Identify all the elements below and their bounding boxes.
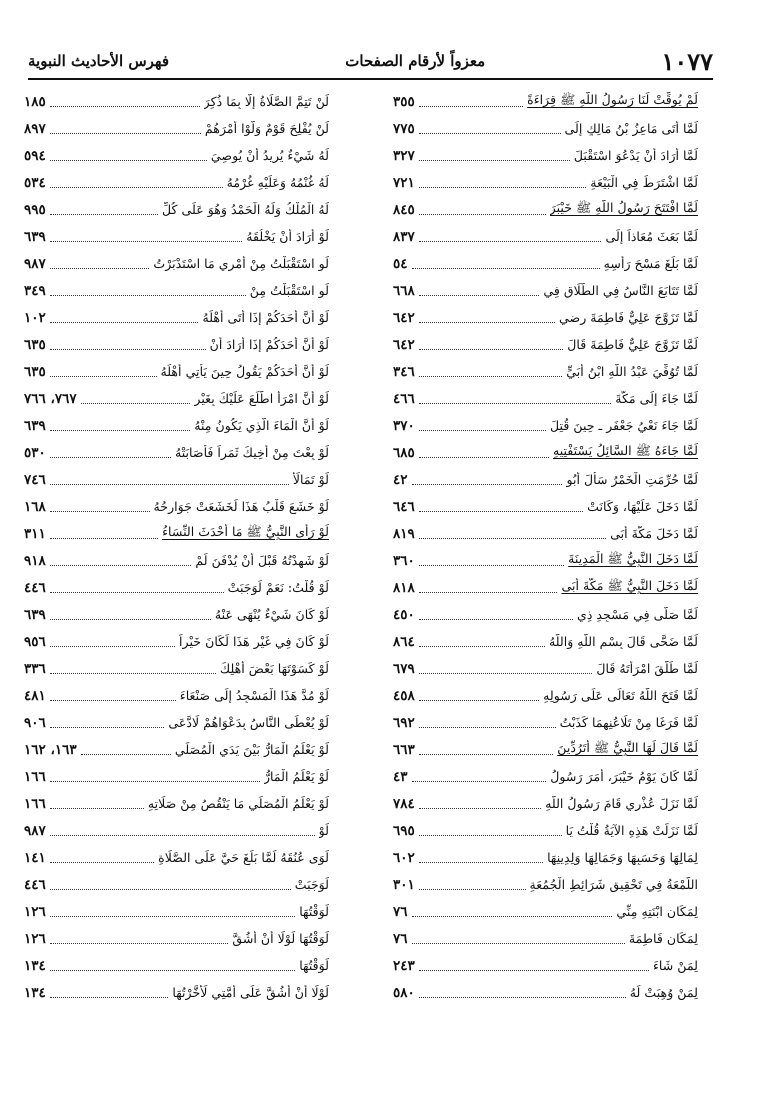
index-entry <box>24 682 329 709</box>
entry-page-number: ١٤١ <box>24 849 46 866</box>
entry-text: لَمَّا دَخَلَ مَكَّةَ أَبَى <box>610 526 698 541</box>
entry-text: لِمَنْ شَاءَ <box>652 958 698 973</box>
index-entry <box>393 736 698 763</box>
entry-page-number: ٨٦٤ <box>393 633 415 650</box>
entry-page-number: ٤٥٠ <box>393 606 415 623</box>
entry-text: لَوْ أَنَّ أَحَدَكُمْ إِذَا أَتَى أَهْلَهُ <box>202 310 329 325</box>
entry-text: لَمَّا افْتَتَحَ رَسُولُ اللَّهِ ﷺ خَيْبَرَ <box>549 200 698 215</box>
entry-page-number: ٥٨٠ <box>393 984 415 1001</box>
entry-page-number: ٩٨٧ <box>24 255 46 272</box>
index-entry <box>393 493 698 520</box>
index-entry <box>24 817 329 844</box>
entry-text: لَوِ اسْتَقْبَلْتُ مِنْ <box>249 283 329 298</box>
dot-leader <box>419 348 564 350</box>
entry-text: لَوْ يَعْلَمُ الْمَارُّ <box>263 769 329 784</box>
index-entry <box>393 466 698 493</box>
dot-leader <box>419 753 553 755</box>
entry-text: لَوِ اسْتَقْبَلْتُ مِنْ أَمْرِي مَا اسْتَدْبَرْتُ <box>153 256 329 271</box>
index-entry <box>393 628 698 655</box>
index-entry <box>393 817 698 844</box>
header-left-title: فهرس الأحاديث النبوية <box>28 52 170 70</box>
entry-page-number: ٤٨١ <box>24 687 46 704</box>
entry-page-number: ٣٢٧ <box>393 147 415 164</box>
entry-page-number: ٩٥٦ <box>24 633 46 650</box>
dot-leader <box>419 969 649 971</box>
dot-leader <box>419 321 555 323</box>
entry-text: لَوْ أَنَّ الْمَاءَ الَّذِي يَكُونُ مِنْهُ <box>194 418 329 433</box>
entry-page-number: ٦٠٢ <box>393 849 415 866</box>
entry-page-number: ٧٨٤ <box>393 795 415 812</box>
dot-leader <box>50 456 171 458</box>
entry-text: لَمَّا بَلَغَ مَسْحَ رَأْسِهِ <box>603 256 698 271</box>
dot-leader <box>419 699 539 701</box>
entry-page-number: ١٢٦ <box>24 930 46 947</box>
index-entry <box>24 655 329 682</box>
entry-text: لَهُ شَيْءٌ يُرِيدُ أَنْ يُوصِيَ <box>210 148 329 163</box>
entry-text: لَمَّا جَاءَ نَعْيُ جَعْفَرٍ ـ حِينَ قُتِلَ <box>550 418 698 433</box>
entry-page-number: ٩٩٥ <box>24 201 46 218</box>
index-entry <box>393 520 698 547</box>
entry-page-number: ١٦٨ <box>24 498 46 515</box>
dot-leader <box>419 429 546 431</box>
entry-text: لَمَّا دَخَلَ عَلَيْهَا، وَكَانَتْ <box>587 499 698 514</box>
index-entry <box>24 493 329 520</box>
dot-leader <box>412 780 547 782</box>
dot-leader <box>50 159 207 161</box>
entry-text: لَمَّا تَزَوَّجَ عَلِيٌّ فَاطِمَةَ قَالَ <box>567 337 698 352</box>
entry-text: لَمَّا تَزَوَّجَ عَلِيٌّ فَاطِمَةَ رضي <box>559 310 698 325</box>
entry-text: لَوْ كَانَ شَيْءٌ يُنْهَى عَنْهُ <box>214 607 329 622</box>
index-entry <box>393 709 698 736</box>
header-center-title: معزواً لأرقام الصفحات <box>345 52 486 70</box>
page-header <box>28 46 713 76</box>
index-entry <box>393 250 698 277</box>
index-entry <box>393 169 698 196</box>
dot-leader <box>50 996 169 998</box>
index-entry <box>393 574 698 601</box>
entry-page-number: ٨٩٧ <box>24 120 46 137</box>
entry-text: لَمَّا أَتَى مَاعِزُ بْنُ مَالِكٍ إِلَى <box>564 121 698 136</box>
index-entry <box>393 601 698 628</box>
entry-text: لَنْ يُفْلِحَ قَوْمٌ وَلَّوْا أَمْرَهُمْ <box>204 121 329 136</box>
index-entry <box>24 331 329 358</box>
entry-text: لَمَّا نَزَلَ عُذْرِي قَامَ رَسُولُ اللَّهِ <box>545 796 698 811</box>
entry-text: لَمَّا فَتَحَ اللَّهُ تَعَالَى عَلَى رَسُولِهِ <box>543 688 698 703</box>
index-entry <box>24 979 329 1006</box>
entry-text: لَوْ كَسَوْتَهَا بَعْضَ أَهْلِكَ <box>219 661 329 676</box>
entry-page-number: ٥٩٤ <box>24 147 46 164</box>
index-entry <box>24 250 329 277</box>
entry-text: لِمَنْ وُهِبَتْ لَهُ <box>629 985 698 1000</box>
entry-text: لَوْ تَمَالَأَ <box>292 472 329 487</box>
entry-page-number: ٣٦٠ <box>393 552 415 569</box>
entry-text: لَوْ شَهِدْتُهُ قَبْلَ أَنْ يُدْفَنَ لَمْ <box>195 553 329 568</box>
entry-page-number: ٧٦٧، ٧٦٦ <box>24 390 77 407</box>
index-entry <box>24 142 329 169</box>
dot-leader <box>50 888 291 890</box>
index-entry <box>393 196 698 223</box>
index-entry <box>24 520 329 547</box>
dot-leader <box>419 888 526 890</box>
entry-text: لَنْ تَتِمَّ الصَّلَاةُ إِلَّا بِمَا ذُكِرَ <box>203 94 329 109</box>
index-entry <box>24 115 329 142</box>
dot-leader <box>50 213 158 215</box>
dot-leader <box>419 861 543 863</box>
entry-page-number: ١٠٢ <box>24 309 46 326</box>
dot-leader <box>50 915 295 917</box>
entry-text: لِمَالِهَا وَحَسَبِهَا وَجَمَالِهَا وَلِدِينِهَا <box>547 850 698 865</box>
index-entry <box>393 412 698 439</box>
index-entry <box>393 277 698 304</box>
entry-page-number: ٤٢ <box>393 471 408 488</box>
index-entry <box>393 385 698 412</box>
dot-leader <box>419 375 562 377</box>
entry-text: لَمَّا كَانَ يَوْمُ خَيْبَرَ، أَمَرَ رَسُولُ <box>550 769 698 784</box>
left-column <box>24 88 329 1006</box>
index-entry <box>24 358 329 385</box>
entry-page-number: ٤٤٦ <box>24 579 46 596</box>
entry-page-number: ٦٣٩ <box>24 606 46 623</box>
entry-page-number: ٤٥٨ <box>393 687 415 704</box>
dot-leader <box>50 267 150 269</box>
entry-page-number: ٨١٩ <box>393 525 415 542</box>
entry-text: لَمَّا اشْتَرَطَ فِي الْبَيْعَةِ <box>590 175 698 190</box>
dot-leader <box>50 672 216 674</box>
entry-text: لَمَّا أَرَادَ أَنْ يَدْعُوَ اسْتَقْبَلَ <box>573 148 698 163</box>
entry-page-number: ٣٤٦ <box>393 363 415 380</box>
entry-text: لَوَقْتُهَا <box>299 958 329 973</box>
dot-leader <box>419 240 602 242</box>
dot-leader <box>50 591 224 593</box>
entry-text: لَمَّا فَرَغَا مِنْ تَلَاعُنِهِمَا كَذَبْتُ <box>559 715 698 730</box>
index-entry <box>24 844 329 871</box>
index-entry <box>393 871 698 898</box>
dot-leader <box>50 483 289 485</box>
entry-page-number: ٩١٨ <box>24 552 46 569</box>
dot-leader <box>419 159 570 161</box>
entry-page-number: ٤٣ <box>393 768 408 785</box>
dot-leader <box>50 429 190 431</box>
entry-text: لَوَقْتُهَا <box>299 904 329 919</box>
entry-text: لَمَّا تَتَابَعَ النَّاسُ فِي الطَّلَاقِ فِي <box>543 283 698 298</box>
entry-page-number: ٥٤ <box>393 255 408 272</box>
dot-leader <box>50 375 157 377</box>
dot-leader <box>419 672 593 674</box>
dot-leader <box>419 591 558 593</box>
entry-text: لَمَّا دَخَلَ النَّبِيُّ ﷺ الْمَدِينَةَ <box>568 551 698 566</box>
dot-leader <box>412 267 600 269</box>
index-entry <box>24 196 329 223</box>
entry-page-number: ١٦٦ <box>24 795 46 812</box>
index-entry <box>24 601 329 628</box>
entry-text: لِمَكَانِ ابْنَتِهِ مِنِّي <box>616 904 698 919</box>
dot-leader <box>419 645 545 647</box>
index-entry <box>24 871 329 898</box>
index-entry <box>393 88 698 115</box>
entry-text: لَوْ أَنَّ أَحَدَكُمْ يَقُولُ حِينَ يَأْتِي أَهْلَهُ <box>160 364 329 379</box>
index-entry <box>393 844 698 871</box>
entry-text: لَوْ أَنَّ أَحَدَكُمْ إِذَا أَرَادَ أَنْ <box>209 337 329 352</box>
index-entry <box>24 736 329 763</box>
index-entry <box>24 412 329 439</box>
entry-page-number: ١٦٦ <box>24 768 46 785</box>
entry-text: لَوْ يَعْلَمُ الْمَارُّ بَيْنَ يَدَيِ الْمُصَلِّي <box>174 742 329 757</box>
entry-text: لَوْ يَعْلَمُ الْمُصَلِّي مَا يَنْقُصُ مِنْ صَلَاتِهِ <box>147 796 329 811</box>
dot-leader <box>419 618 573 620</box>
entry-page-number: ٣٧٠ <box>393 417 415 434</box>
entry-page-number: ٨٤٥ <box>393 201 415 218</box>
index-entry <box>393 547 698 574</box>
dot-leader <box>419 294 540 296</box>
dot-leader <box>50 618 211 620</box>
index-entry <box>24 169 329 196</box>
index-entry <box>24 925 329 952</box>
index-entry <box>24 709 329 736</box>
dot-leader <box>419 726 556 728</box>
entry-text: لَمَّا طَلَّقَ امْرَأَتَهُ قَالَ <box>596 661 698 676</box>
entry-text: لَمَّا جَاءَهُ ﷺ السَّائِلُ يَسْتَفْتِيهِ <box>552 443 698 458</box>
dot-leader <box>419 537 606 539</box>
dot-leader <box>50 726 165 728</box>
entry-text: لَوْ يُعْطَى النَّاسُ بِدَعْوَاهُمْ لَادَّعَى <box>168 715 329 730</box>
entry-page-number: ٦٦٨ <box>393 282 415 299</box>
entry-page-number: ٧٢١ <box>393 174 415 191</box>
header-rule <box>28 78 713 80</box>
entry-text: لَوْ أَرَادَ أَنْ يَخْلُقَهُ <box>246 229 329 244</box>
entry-text: لَوْ كَانَ فِي غَيْرِ هَذَا لَكَانَ خَيْراً <box>179 634 329 649</box>
entry-page-number: ٦٩٢ <box>393 714 415 731</box>
dot-leader <box>419 564 564 566</box>
entry-text: لَوْ قُلْتُ: نَعَمْ لَوَجَبَتْ <box>227 580 329 595</box>
entry-text: لَوَقْتُهَا لَوْلَا أَنْ أَشُقَّ <box>232 931 329 946</box>
entry-page-number: ١٨٥ <box>24 93 46 110</box>
entry-text: لَمَّا ضَحَّى قَالَ بِسْمِ اللَّهِ وَاللَّهُ <box>548 634 698 649</box>
entry-text: لِمَكَانِ فَاطِمَةَ <box>628 931 698 946</box>
entry-page-number: ٣٤٩ <box>24 282 46 299</box>
dot-leader <box>419 213 546 215</box>
index-entry <box>393 682 698 709</box>
entry-page-number: ٩٨٧ <box>24 822 46 839</box>
dot-leader <box>50 132 201 134</box>
index-entry <box>393 655 698 682</box>
dot-leader <box>81 402 191 404</box>
dot-leader <box>50 537 158 539</box>
dot-leader <box>419 456 549 458</box>
entry-page-number: ١٦٣، ١٦٢ <box>24 741 77 758</box>
entry-page-number: ٧٦ <box>393 930 408 947</box>
dot-leader <box>419 186 587 188</box>
dot-leader <box>50 105 200 107</box>
index-entry <box>393 358 698 385</box>
entry-page-number: ٦٨٥ <box>393 444 415 461</box>
entry-page-number: ٤٤٦ <box>24 876 46 893</box>
index-entry <box>24 952 329 979</box>
entry-text: لَمَّا نَزَلَتْ هَذِهِ الآيَةُ قُلْتُ يَا <box>565 823 698 838</box>
entry-page-number: ٨٣٧ <box>393 228 415 245</box>
index-entry <box>24 88 329 115</box>
entry-page-number: ٦٩٥ <box>393 822 415 839</box>
index-entry <box>393 790 698 817</box>
index-entry <box>24 898 329 925</box>
index-entry <box>24 304 329 331</box>
entry-text: لَوَجَبَتْ <box>294 877 329 892</box>
dot-leader <box>412 915 613 917</box>
entry-text: اللُّمْعَةُ فِي تَحْقِيقِ شَرَائِطِ الْجُمُعَةِ <box>529 877 698 892</box>
dot-leader <box>419 402 611 404</box>
entry-page-number: ٦٣٥ <box>24 363 46 380</box>
entry-text: لَوْ <box>318 823 329 838</box>
index-entry <box>393 979 698 1006</box>
index-entry <box>24 466 329 493</box>
entry-text: لَمَّا تُوُفِّيَ عَبْدُ اللَّهِ ابْنُ أُبَيٍّ <box>566 364 698 379</box>
entry-text: لَوْ خَشَعَ قَلْبُ هَذَا لَخَشَعَتْ جَوَارِحُهُ <box>153 499 329 514</box>
entry-page-number: ٢٤٣ <box>393 957 415 974</box>
index-entry <box>393 331 698 358</box>
entry-page-number: ٧٤٦ <box>24 471 46 488</box>
entry-page-number: ٦٣٩ <box>24 417 46 434</box>
page-number: ١٠٧٧ <box>661 46 713 76</box>
entry-page-number: ١٣٤ <box>24 957 46 974</box>
entry-page-number: ٩٠٦ <box>24 714 46 731</box>
dot-leader <box>412 483 563 485</box>
index-entry <box>24 763 329 790</box>
entry-page-number: ٦٣٥ <box>24 336 46 353</box>
dot-leader <box>50 861 154 863</box>
entry-page-number: ٤٦٦ <box>393 390 415 407</box>
index-entry <box>393 925 698 952</box>
index-entry <box>393 115 698 142</box>
index-entry <box>393 223 698 250</box>
entry-text: لَمَّا بَعَثَ مُعَاذاً إِلَى <box>605 229 698 244</box>
entry-page-number: ١٢٦ <box>24 903 46 920</box>
entry-page-number: ١٣٤ <box>24 984 46 1001</box>
entry-text: لَهُ غُنْمُهُ وَعَلَيْهِ غُرْمُهُ <box>226 175 329 190</box>
dot-leader <box>50 645 175 647</box>
entry-page-number: ٣١١ <box>24 525 46 542</box>
dot-leader <box>419 105 523 107</box>
index-entry <box>24 574 329 601</box>
index-entry <box>24 547 329 574</box>
index-entry <box>393 952 698 979</box>
entry-text: لَوْ رَأَى النَّبِيُّ ﷺ مَا أَحْدَثَ النِّسَاءُ <box>162 524 329 539</box>
entry-text: لَوْ بِعْتَ مِنْ أَخِيكَ ثَمَراً فَأَصَابَتْهُ <box>174 445 329 460</box>
index-entry <box>393 439 698 466</box>
dot-leader <box>50 807 144 809</box>
dot-leader <box>50 321 199 323</box>
entry-page-number: ٧٧٥ <box>393 120 415 137</box>
index-entry <box>24 385 329 412</box>
dot-leader <box>81 753 171 755</box>
dot-leader <box>50 186 223 188</box>
index-entry <box>393 142 698 169</box>
dot-leader <box>419 510 583 512</box>
dot-leader <box>419 834 562 836</box>
index-entry <box>24 628 329 655</box>
dot-leader <box>50 564 192 566</box>
index-entry <box>393 763 698 790</box>
dot-leader <box>50 834 315 836</box>
dot-leader <box>50 294 246 296</box>
index-entry <box>393 304 698 331</box>
dot-leader <box>419 807 541 809</box>
entry-text: لَمَّا قَالَ لَهَا النَّبِيُّ ﷺ أَتَرُدِّينَ <box>557 740 698 755</box>
entry-page-number: ٥٣٤ <box>24 174 46 191</box>
dot-leader <box>419 132 561 134</box>
entry-text: لَمَّا صَلَّى فِي مَسْجِدِ ذِي <box>576 607 698 622</box>
entry-text: لَمَّا دَخَلَ النَّبِيُّ ﷺ مَكَّةَ أَبَى <box>561 578 698 593</box>
index-entry <box>24 790 329 817</box>
dot-leader <box>50 780 260 782</box>
entry-text: لَمَّا جَاءَ إِلَى مَكَّةَ <box>615 391 698 406</box>
dot-leader <box>50 240 243 242</box>
entry-page-number: ٦٦٣ <box>393 741 415 758</box>
index-entry <box>24 439 329 466</box>
entry-text: لَوَى عُنُقَهُ لَمَّا بَلَغَ حَيَّ عَلَى الصَّلَاةِ <box>158 850 329 865</box>
index-entry <box>393 898 698 925</box>
entry-page-number: ٣٥٥ <box>393 93 415 110</box>
index-entry <box>24 223 329 250</box>
entry-text: لَوْلَا أَنْ أَشُقَّ عَلَى أُمَّتِي لَأَخَّرْتُهَا <box>172 985 329 1000</box>
entry-page-number: ٦٤٢ <box>393 336 415 353</box>
entry-text: لَمْ يُوقِّتْ لَنَا رَسُولُ اللَّهِ ﷺ قِرَاءَةً <box>527 92 698 107</box>
entry-page-number: ٦٤٦ <box>393 498 415 515</box>
entry-text: لَهُ الْمُلْكُ وَلَهُ الْحَمْدُ وَهُوَ عَلَى كُلِّ <box>162 202 329 217</box>
dot-leader <box>50 699 176 701</box>
dot-leader <box>50 942 229 944</box>
dot-leader <box>50 348 206 350</box>
entry-page-number: ٦٤٢ <box>393 309 415 326</box>
entry-page-number: ٣٣٦ <box>24 660 46 677</box>
entry-text: لَمَّا حُرِّمَتِ الْخَمْرُ سَأَلَ أَبُو <box>566 472 698 487</box>
entry-page-number: ٧٦ <box>393 903 408 920</box>
dot-leader <box>419 996 626 998</box>
dot-leader <box>50 510 150 512</box>
entry-page-number: ٦٣٩ <box>24 228 46 245</box>
right-column <box>393 88 698 1006</box>
dot-leader <box>50 969 295 971</box>
index-entry <box>24 277 329 304</box>
entry-page-number: ٨١٨ <box>393 579 415 596</box>
entry-text: لَوْ أَنَّ امْرَأً اطَّلَعَ عَلَيْكَ بِغَيْرِ <box>194 391 329 406</box>
entry-page-number: ٥٣٠ <box>24 444 46 461</box>
entry-page-number: ٣٠١ <box>393 876 415 893</box>
entry-text: لَوْ مُدَّ هَذَا الْمَسْجِدُ إِلَى صَنْعَاءَ <box>179 688 329 703</box>
entry-page-number: ٦٧٩ <box>393 660 415 677</box>
dot-leader <box>412 942 625 944</box>
